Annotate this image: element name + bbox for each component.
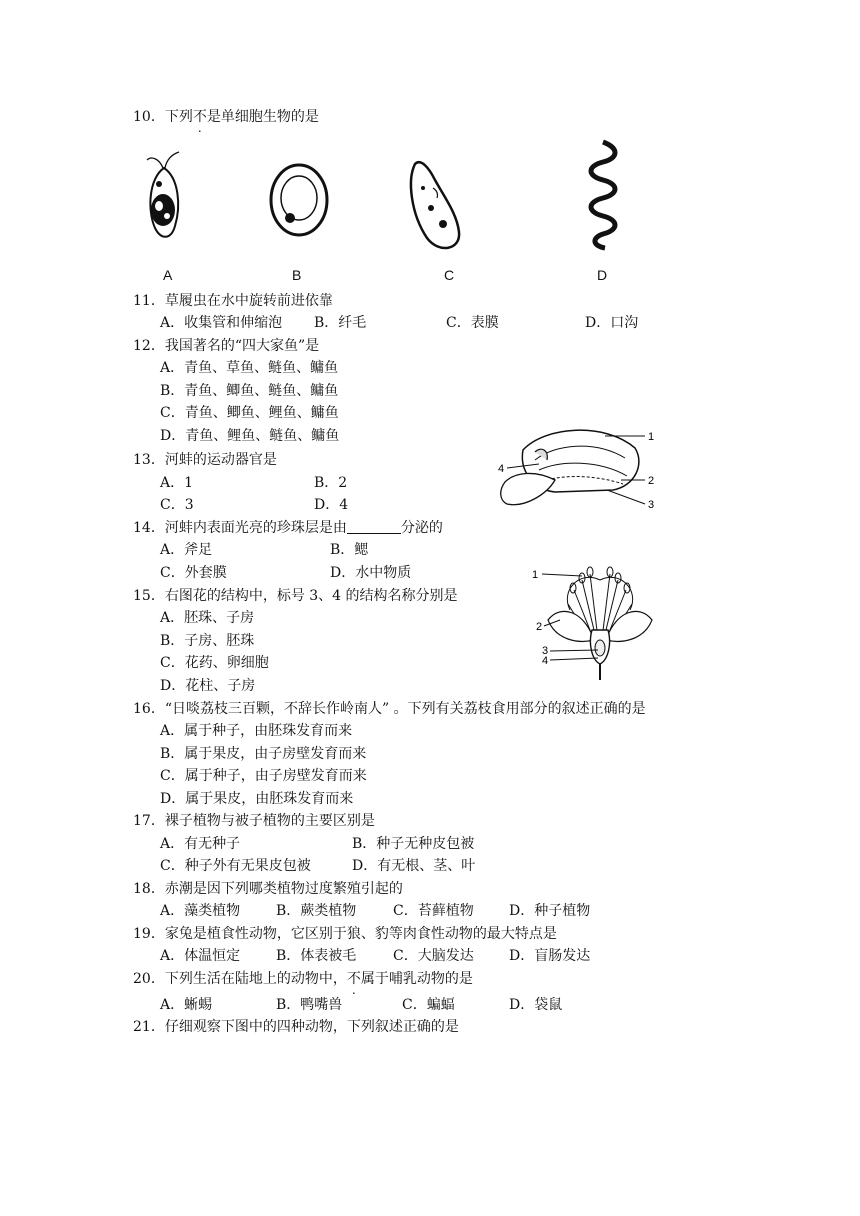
q16-option-a: A．属于种子，由胚珠发育而来: [160, 723, 353, 739]
q12-option-a: A．青鱼、草鱼、鲢鱼、鳙鱼: [160, 360, 339, 376]
mussel-label-3: 3: [648, 499, 655, 511]
q18-option-c: C．苔藓植物: [393, 903, 474, 919]
q11-option-b: B．纤毛: [314, 315, 367, 331]
question-11-stem: 11．草履虫在水中旋转前进依靠: [133, 293, 333, 309]
q19-option-c: C．大脑发达: [393, 948, 474, 964]
figure-label-a: A: [163, 267, 173, 283]
flower-label-3: 3: [542, 645, 549, 657]
q15-option-a: A．胚珠、子房: [160, 610, 255, 626]
question-10-stem: 10．下列不是单细胞生物的是: [133, 109, 319, 125]
question-19-stem: 19．家兔是植食性动物，它区别于狼、豹等肉食性动物的最大特点是: [133, 926, 557, 942]
q15-option-c: C．花药、卵细胞: [160, 655, 269, 671]
q14-option-b: B．鳃: [330, 542, 369, 558]
q15-option-b: B．子房、胚珠: [160, 633, 255, 649]
q17-option-c: C．种子外有无果皮包被: [160, 858, 311, 874]
q18-option-d: D．种子植物: [509, 903, 591, 919]
flower-label-2: 2: [536, 621, 543, 633]
q17-option-a: A．有无种子: [160, 836, 241, 852]
q20-option-a: A．蜥蜴: [160, 997, 213, 1013]
figure-label-d: D: [597, 267, 608, 283]
q13-option-d: D．4: [314, 497, 349, 513]
q11-option-a: A．收集管和伸缩泡: [160, 315, 283, 331]
flower-label-1: 1: [532, 569, 539, 581]
q20-option-b: B．鸭嘴兽: [276, 997, 343, 1013]
mussel-figure: [495, 420, 665, 520]
question-14-stem: 14．河蚌内表面光亮的珍珠层是由 分泌的: [133, 520, 443, 536]
q14-option-c: C．外套膜: [160, 565, 227, 581]
q11-option-c: C．表膜: [446, 315, 499, 331]
q18-option-a: A．藻类植物: [160, 903, 241, 919]
q13-option-a: A．1: [160, 475, 194, 491]
mussel-label-4: 4: [498, 463, 505, 475]
question-21-stem: 21．仔细观察下图中的四种动物，下列叙述正确的是: [133, 1019, 459, 1035]
spirillum-figure: [583, 140, 623, 250]
flower-figure: [530, 560, 670, 680]
q18-option-b: B．蕨类植物: [276, 903, 357, 919]
q17-option-b: B．种子无种皮包被: [352, 836, 475, 852]
mussel-label-1: 1: [648, 431, 655, 443]
q14-option-d: D．水中物质: [330, 565, 412, 581]
question-17-stem: 17．裸子植物与被子植物的主要区别是: [133, 813, 375, 829]
q12-option-c: C．青鱼、鲫鱼、鲤鱼、鳙鱼: [160, 405, 339, 421]
flower-label-4: 4: [542, 655, 549, 667]
q13-option-b: B．2: [314, 475, 348, 491]
q16-option-d: D．属于果皮，由胚珠发育而来: [160, 791, 354, 807]
question-20-stem: 20．下列生活在陆地上的动物中，不属于哺乳动物的是: [133, 971, 473, 987]
figure-label-c: C: [444, 267, 455, 283]
figure-label-b: B: [292, 267, 302, 283]
q19-option-b: B．体表被毛: [276, 948, 357, 964]
q19-option-a: A．体温恒定: [160, 948, 241, 964]
question-15-stem: 15．右图花的结构中，标号 3、4 的结构名称分别是: [133, 588, 458, 604]
q19-option-d: D．盲肠发达: [509, 948, 591, 964]
paramecium-figure: [405, 158, 465, 254]
q20-option-c: C．蝙蝠: [402, 997, 455, 1013]
question-18-stem: 18．赤潮是因下列哪类植物过度繁殖引起的: [133, 881, 403, 897]
yeast-cell-figure: [268, 162, 330, 238]
q16-option-c: C．属于种子，由子房壁发育而来: [160, 768, 367, 784]
q14-option-a: A．斧足: [160, 542, 213, 558]
q17-option-d: D．有无根、茎、叶: [352, 858, 476, 874]
q15-option-d: D．花柱、子房: [160, 678, 256, 694]
question-12-stem: 12．我国著名的“四大家鱼”是: [133, 338, 320, 354]
q12-option-d: D．青鱼、鲤鱼、鲢鱼、鳙鱼: [160, 428, 340, 444]
q20-option-d: D．袋鼠: [509, 997, 563, 1013]
emphasis-mark: 不: [192, 109, 207, 125]
answer-blank: [347, 519, 401, 534]
q12-option-b: B．青鱼、鲫鱼、鲢鱼、鳙鱼: [160, 383, 339, 399]
emphasis-mark: 不: [346, 971, 361, 987]
euglena-figure: [135, 150, 195, 250]
mussel-label-2: 2: [648, 475, 655, 487]
question-16-stem: 16．“日啖荔枝三百颗，不辞长作岭南人” 。下列有关荔枝食用部分的叙述正确的是: [133, 701, 646, 717]
q13-option-c: C．3: [160, 497, 194, 513]
q16-option-b: B．属于果皮，由子房壁发育而来: [160, 746, 367, 762]
question-13-stem: 13．河蚌的运动器官是: [133, 452, 277, 468]
q11-option-d: D．口沟: [585, 315, 639, 331]
